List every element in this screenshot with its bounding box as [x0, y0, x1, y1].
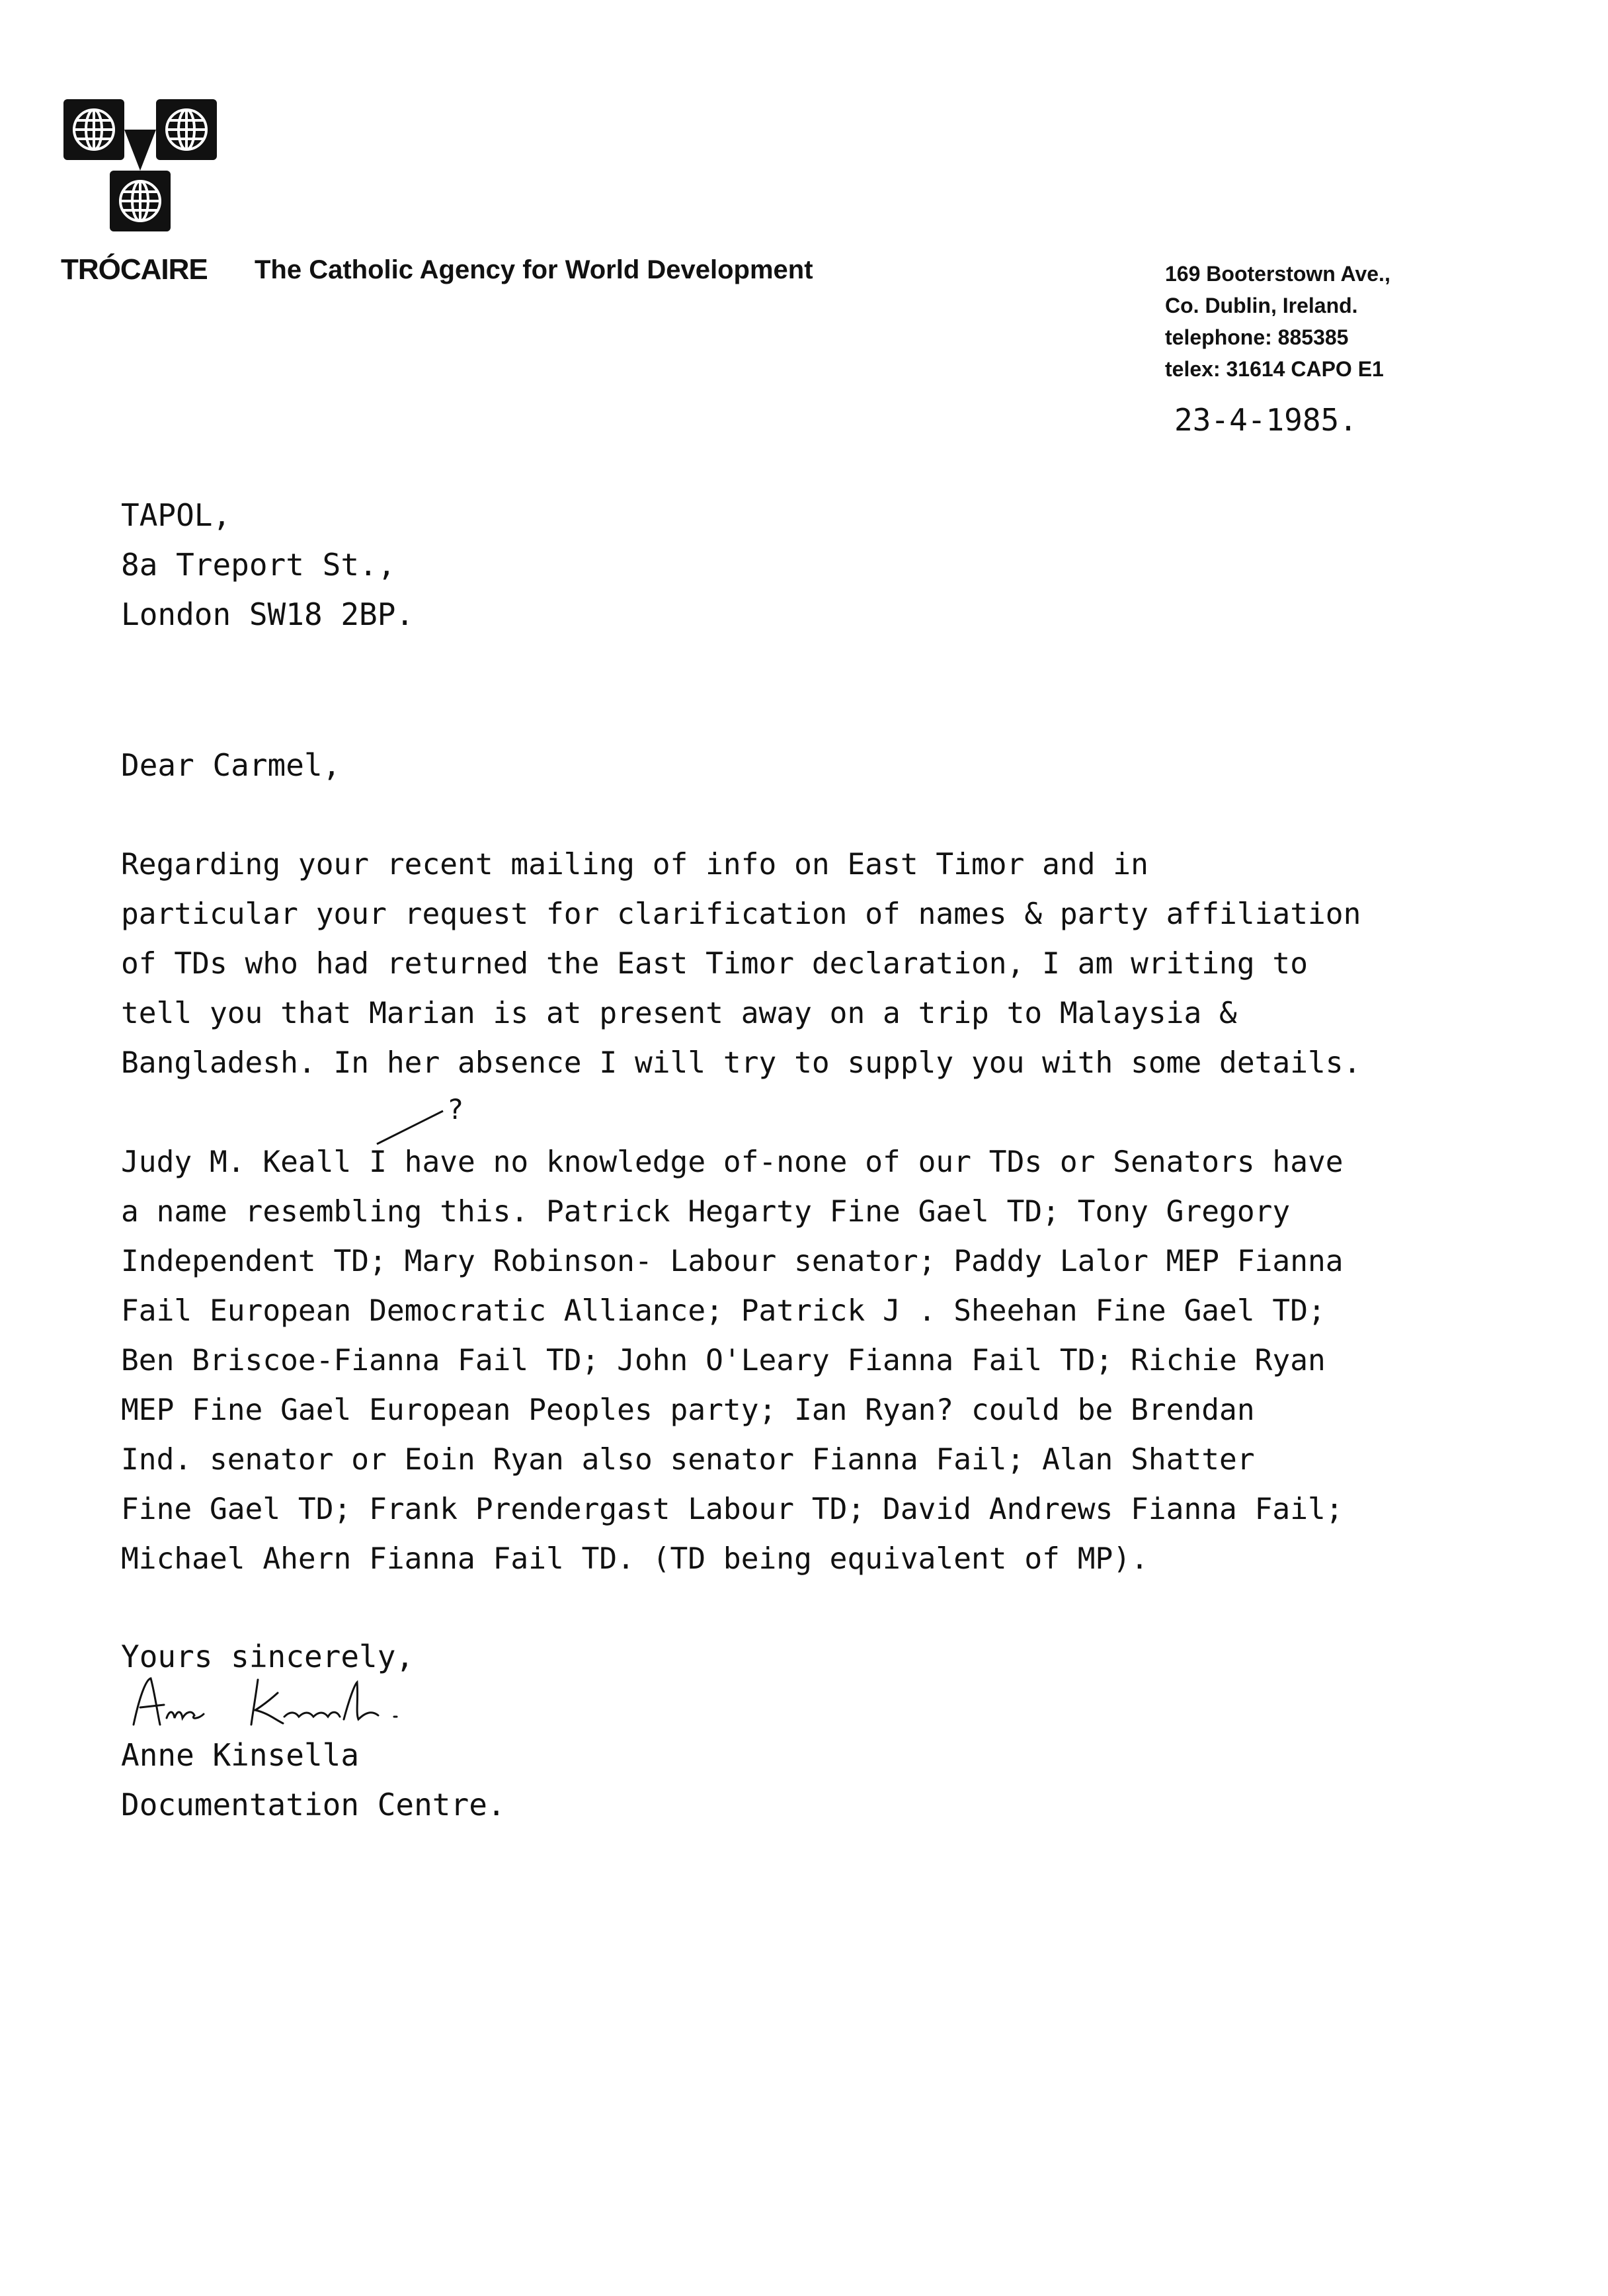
closing: Yours sincerely, — [121, 1639, 415, 1674]
paragraph-line: Michael Ahern Fianna Fail TD. (TD being equivalent of MP). — [121, 1542, 1148, 1576]
recipient-address — [121, 491, 414, 639]
org-address-line: Co. Dublin, Ireland. — [1165, 294, 1358, 317]
paragraph-line: particular your request for clarification of names & party affiliation — [121, 897, 1361, 931]
paragraph-line: Fine Gael TD; Frank Prendergast Labour TD; David Andrews Fianna Fail; — [121, 1493, 1344, 1526]
tagline: The Catholic Agency for World Development — [255, 255, 813, 284]
signer-block — [121, 1731, 506, 1830]
paragraph-line: Ind. senator or Eoin Ryan also senator Fianna Fail; Alan Shatter — [121, 1443, 1255, 1477]
paragraph-line: Fail European Democratic Alliance; Patrick J . Sheehan Fine Gael TD; — [121, 1294, 1326, 1328]
paragraph-line: Regarding your recent mailing of info on East Timor and in — [121, 848, 1148, 882]
org-telex: telex: 31614 CAPO E1 — [1165, 357, 1384, 381]
letter-date: 23-4-1985. — [1174, 402, 1357, 438]
paragraph-line: Ben Briscoe-Fianna Fail TD; John O'Leary Fianna Fail TD; Richie Ryan — [121, 1344, 1326, 1377]
brand-name: TRÓCAIRE — [61, 253, 208, 286]
paragraph-line: a name resembling this. Patrick Hegarty Fine Gael TD; Tony Gregory — [121, 1195, 1291, 1229]
margin-mark-text: ? — [448, 1093, 463, 1126]
org-phone: telephone: 885385 — [1165, 325, 1349, 349]
paragraph-line: MEP Fine Gael European Peoples party; Ian Ryan? could be Brendan — [121, 1393, 1255, 1427]
org-address-block — [1165, 258, 1390, 385]
paragraph-line: Judy M. Keall I have no knowledge of-none of our TDs or Senators have — [121, 1145, 1344, 1179]
signer-name: Anne Kinsella — [121, 1737, 360, 1773]
paragraph-line: of TDs who had returned the East Timor declaration, I am writing to — [121, 947, 1308, 981]
paragraph-2 — [121, 1137, 1344, 1584]
paragraph-line: tell you that Marian is at present away on a trip to Malaysia & — [121, 997, 1237, 1030]
paragraph-line: Bangladesh. In her absence I will try to supply you with some details. — [121, 1046, 1361, 1080]
recipient-line: London SW18 2BP. — [121, 596, 415, 632]
trocaire-logo-icon — [61, 97, 220, 234]
signer-title: Documentation Centre. — [121, 1787, 506, 1823]
salutation: Dear Carmel, — [121, 747, 341, 783]
handwritten-signature-icon — [126, 1673, 443, 1733]
org-address-line: 169 Booterstown Ave., — [1165, 262, 1390, 286]
paragraph-line: Independent TD; Mary Robinson- Labour senator; Paddy Lalor MEP Fianna — [121, 1245, 1344, 1278]
recipient-line: TAPOL, — [121, 497, 231, 533]
recipient-line: 8a Treport St., — [121, 547, 396, 583]
paragraph-1 — [121, 840, 1361, 1088]
